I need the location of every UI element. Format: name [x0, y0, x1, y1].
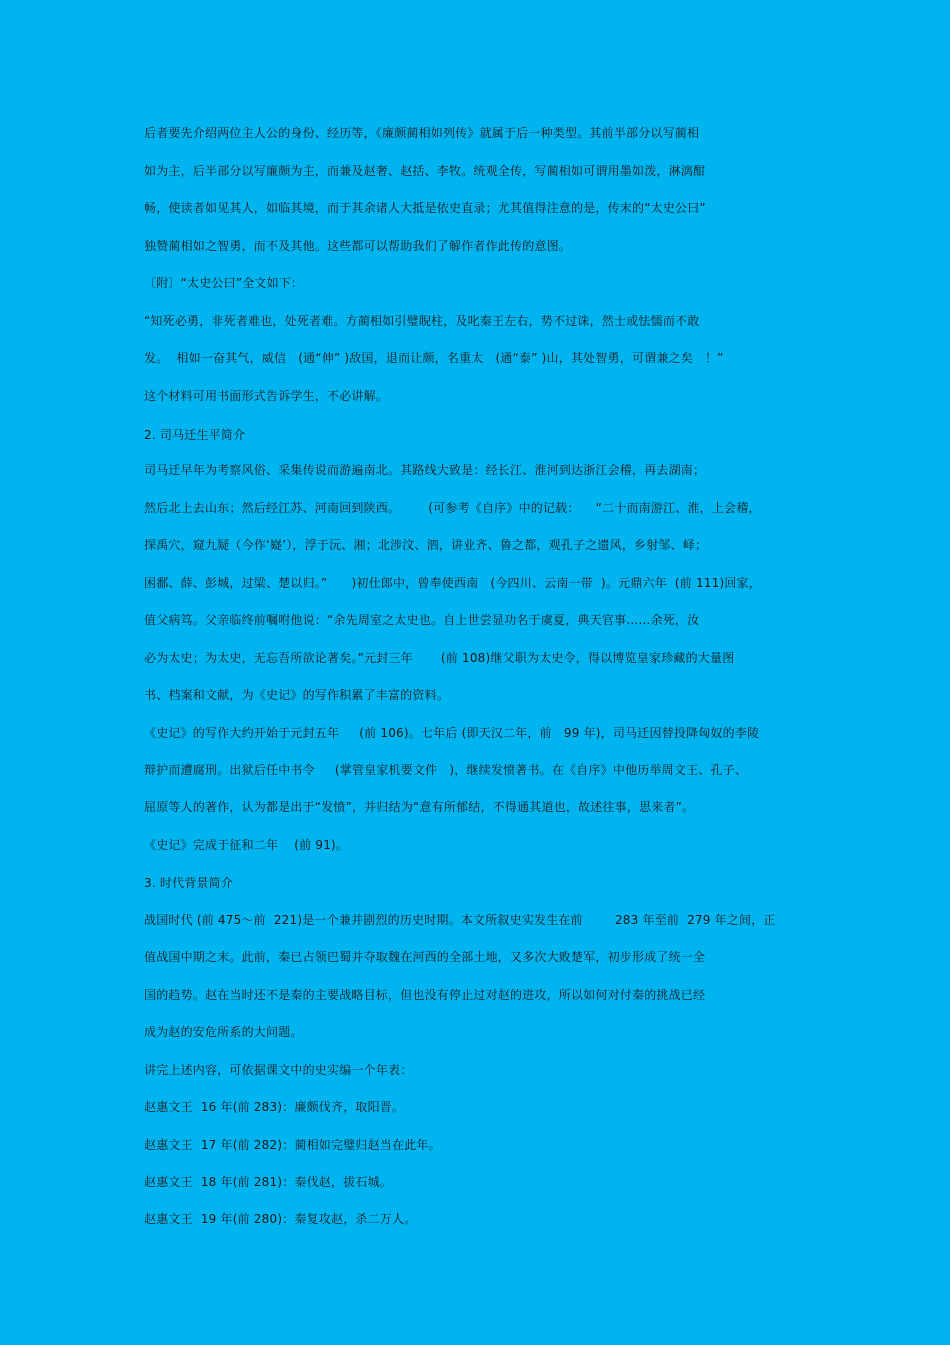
- text-line: 困鄱、薛、彭城，过梁、楚以归。” )初仕郎中，曾奉使西南 (今四川、云南一带 )。元鼎六年 (前 111)回家，: [144, 576, 761, 590]
- text-line: 战国时代 (前 475～前 221)是一个兼并剧烈的历史时期。本文所叙史实发生在前 283 年至前 279 年之间，正: [144, 913, 776, 927]
- text-line: “知死必勇，非死者难也，处死者难。方蔺相如引璧睨柱，及叱秦王左右，势不过诛，然士或怯懦而不敢: [144, 314, 700, 328]
- section-heading: 3. 时代背景简介: [144, 876, 234, 890]
- text-line: 值战国中期之末。此前，秦已占领巴蜀并夺取魏在河西的全部土地，又多次大败楚军，初步形成了统一全: [144, 950, 706, 964]
- text-line: 畅，使读者如见其人，如临其境，而于其余诸人大抵是依史直录；尤其值得注意的是，传末的“太史公曰”: [144, 201, 706, 215]
- text-line: 司马迁早年为考察风俗、采集传说而游遍南北。其路线大致是：经长江、淮河到达浙江会稽，再去湖南；: [144, 463, 706, 477]
- timeline-entry: 赵惠文王 18 年(前 281)：秦伐赵，拔石城。: [144, 1175, 392, 1189]
- timeline-entry: 赵惠文王 17 年(前 282)：蔺相如完璧归赵当在此年。: [144, 1138, 441, 1152]
- text-line: 《史记》的写作大约开始于元封五年 (前 106)。七年后 (即天汉二年，前 99 年)，司马迁因替投降匈奴的李陵: [144, 726, 760, 740]
- text-line: 后者要先介绍两位主人公的身份、经历等，《廉颇蔺相如列传》就属于后一种类型。其前半部分以写蔺相: [144, 126, 700, 140]
- text-line: 独赞蔺相如之智勇，而不及其他。这些都可以帮助我们了解作者作此传的意图。: [144, 239, 572, 253]
- text-line: 这个材料可用书面形式告诉学生，不必讲解。: [144, 389, 389, 403]
- text-line: 讲完上述内容，可依据课文中的史实编一个年表：: [144, 1063, 413, 1077]
- text-line: 屈原等人的著作，认为都是出于“发愤”，并归结为“意有所郁结，不得通其道也，故述往事，思来者”。: [144, 800, 695, 814]
- text-line: 值父病笃。父亲临终前嘱咐他说：“余先周室之太史也。自上世尝显功名于虞夏，典天官事……余死，汝: [144, 613, 700, 627]
- text-line: 《史记》完成于征和二年 (前 91)。: [144, 838, 349, 852]
- text-line: 如为主，后半部分以写廉颇为主，而兼及赵奢、赵括、李牧。统观全传，写蔺相如可谓用墨如泼，淋漓酣: [144, 164, 706, 178]
- section-heading: 2. 司马迁生平简介: [144, 428, 246, 442]
- text-line: 成为赵的安危所系的大问题。: [144, 1025, 303, 1039]
- text-line: 发。 相如一奋其气，威信 (通“伸” )敌国，退而让颇，名重太 (通“泰” )山，其处智勇，可谓兼之矣 ！”: [144, 351, 724, 365]
- timeline-entry: 赵惠文王 16 年(前 283)：廉颇伐齐，取阳晋。: [144, 1100, 405, 1114]
- text-line: 〔附〕“太史公曰”全文如下：: [144, 276, 304, 290]
- text-line: 然后北上去山东；然后经江苏、河南回到陕西。 (可参考《自序》中的记载： “二十而南游江、淮，上会稽，: [144, 501, 761, 515]
- text-line: 书、档案和文献，为《史记》的写作积累了丰富的资料。: [144, 688, 450, 702]
- text-line: 国的趋势。赵在当时还不是秦的主要战略目标，但也没有停止过对赵的进攻，所以如何对付秦的挑战已经: [144, 988, 706, 1002]
- text-line: 辩护而遭腐刑。出狱后任中书令 (掌管皇家机要文件 )，继续发愤著书。在《自序》中他历举周文王、孔子、: [144, 763, 748, 777]
- text-line: 探禹穴，窥九疑（今作‘嶷’），浮于沅、湘；北涉汶、泗，讲业齐、鲁之都，观孔子之遗风，乡射邹、峄；: [144, 538, 708, 552]
- timeline-entry: 赵惠文王 19 年(前 280)：秦复攻赵，杀二万人。: [144, 1212, 417, 1226]
- text-line: 必为太史；为太史，无忘吾所欲论著矣。”元封三年 (前 108)继父职为太史令，得以博览皇家珍藏的大量图: [144, 651, 735, 665]
